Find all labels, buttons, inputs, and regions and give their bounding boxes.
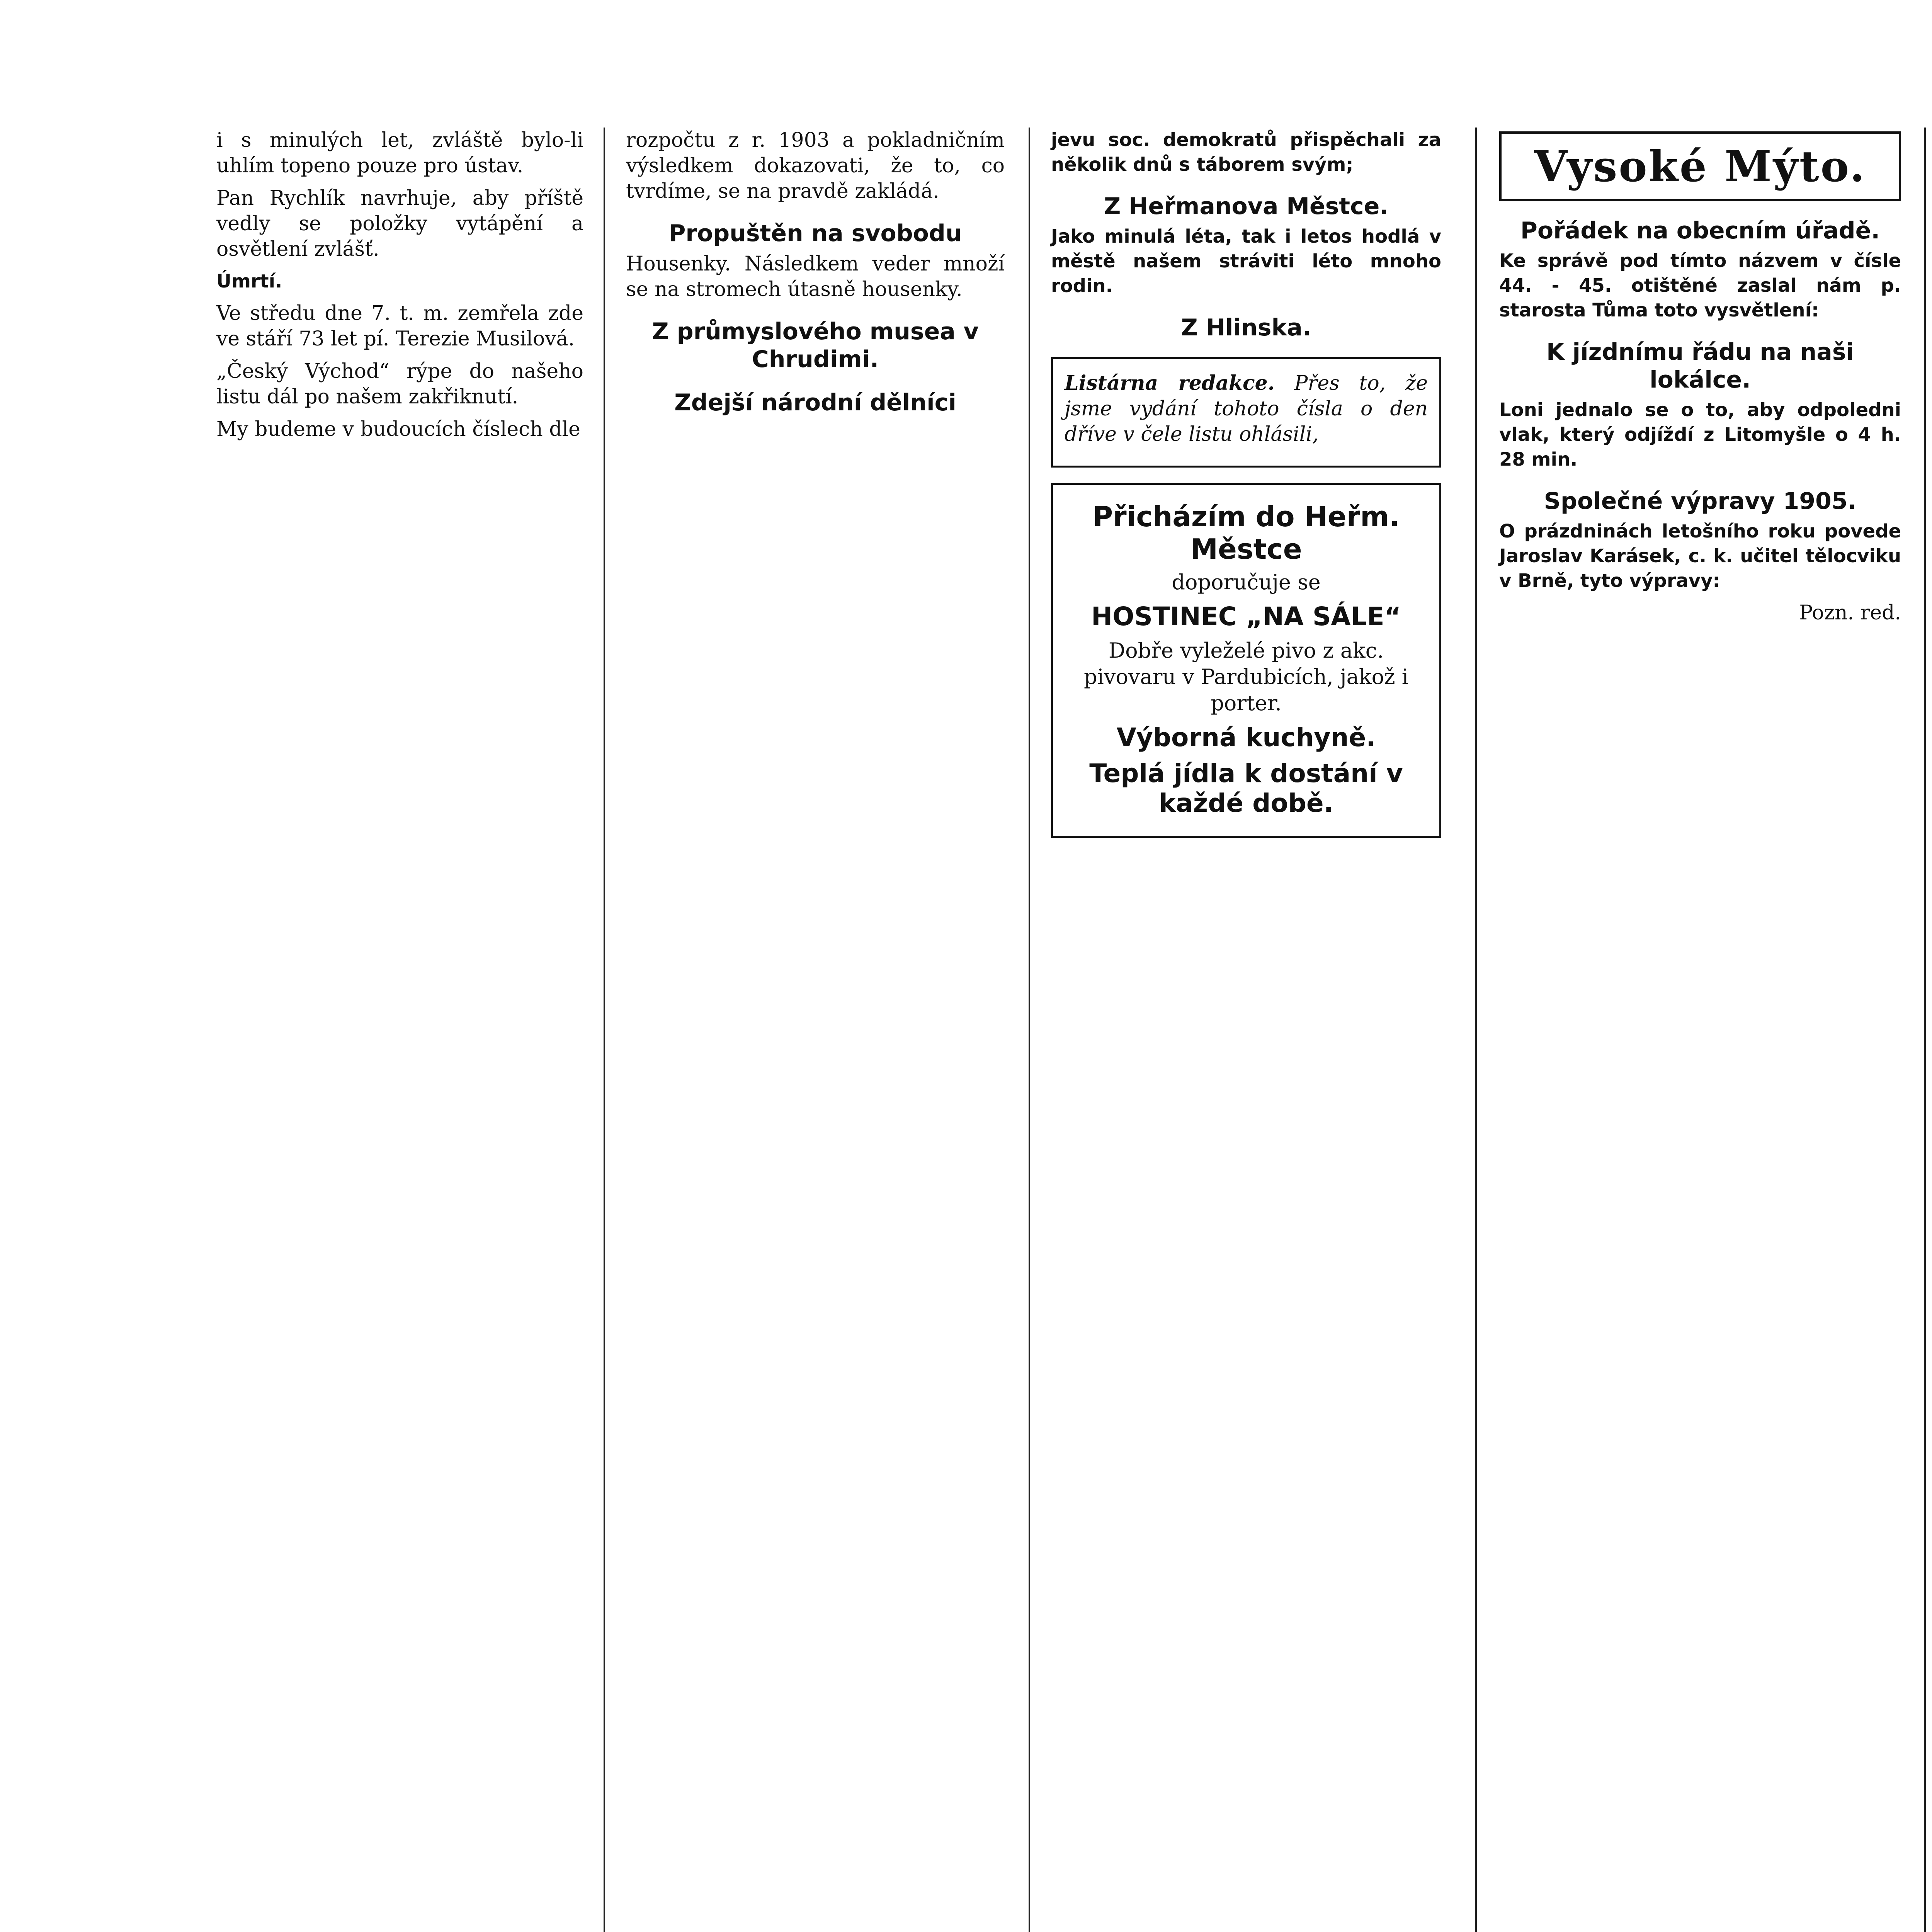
paragraph: O prázdninách letošního roku povede Jaroslav Karásek, c. k. učitel tělocviku v Brně, tyto výpravy: [1499, 520, 1901, 592]
paragraph: Pan Rychlík navrhuje, aby příště vedly se položky vytápění a osvětlení zvlášť. [216, 187, 583, 261]
paragraph: rozpočtu z r. 1903 a pokladničním výsledkem dokazovati, že to, co tvrdíme, se na pravdě zakládá. [626, 129, 1005, 203]
column-2 [611, 128, 1020, 1932]
paragraph: Ke správě pod tímto názvem v čísle 44. - 45. otištěné zaslal nám p. starosta Tůma toto vysvětlení: [1499, 250, 1901, 321]
ad-line: doporučuje se [1172, 570, 1321, 594]
heading-poradek: Pořádek na obecním úřadě. [1520, 217, 1880, 244]
paragraph: Jako minulá léta, tak i letos hodlá v městě našem stráviti léto mnoho rodin. [1051, 226, 1441, 297]
paragraph: Housenky. Následkem veder množí se na stromech útasně housenky. [626, 252, 1005, 301]
column-1 [201, 128, 599, 1932]
column-rule [604, 128, 605, 1932]
paragraph: My budeme v budoucích číslech dle [216, 418, 580, 441]
heading-umrti: Úmrtí. [216, 270, 282, 292]
paragraph: Ve středu dne 7. t. m. zemřela zde ve stáří 73 let pí. Terezie Musilová. [216, 302, 583, 350]
ad-title: Přicházím do Heřm. Městce [1092, 500, 1400, 565]
column-3 [1036, 128, 1457, 1932]
paragraph: jevu soc. demokratů přispěchali za několik dnů s táborem svým; [1051, 129, 1441, 175]
heading-hlinska: Z Hlinska. [1181, 314, 1311, 341]
ad-kitchen: Výborná kuchyně. [1116, 723, 1376, 752]
advertisement-box [1051, 483, 1441, 838]
ad-line: Dobře vyleželé pivo z akc. pivovaru v Pardubicích, jakož i porter. [1083, 638, 1408, 715]
listarna-title: Listárna redakce. [1065, 371, 1275, 395]
footnote-signature: Pozn. red. [1799, 601, 1901, 624]
column-4 [1484, 128, 1917, 1932]
column-rule [1475, 128, 1477, 1932]
heading-musea: Z průmyslového musea v Chrudimi. [652, 318, 979, 373]
heading-propusten: Propuštěn na svobodu [668, 220, 962, 247]
ad-meals: Teplá jídla k dostání v každé době. [1089, 759, 1403, 818]
column-rule [1924, 128, 1926, 1932]
paragraph: Loni jednalo se o to, aby odpoledni vlak, který odjíždí z Litomyšle o 4 h. 28 min. [1499, 399, 1901, 470]
column-rule [1029, 128, 1030, 1932]
section-masthead-vysoke-myto: Vysoké Mýto. [1499, 131, 1901, 201]
heading-vypravy: Společné výpravy 1905. [1544, 488, 1857, 515]
heading-hermanova: Z Heřmanova Městce. [1104, 193, 1389, 220]
paragraph: „Český Východ“ rýpe do našeho listu dál po našem zakřiknutí. [216, 360, 583, 408]
heading-jizdni-rad: K jízdnímu řádu na naši lokálce. [1546, 338, 1854, 393]
ad-hostinec-name: HOSTINEC „NA SÁLE“ [1091, 602, 1401, 631]
listarna-text: Přes to, že jsme vydání tohoto čísla o den dříve v čele listu ohlásili, [1065, 372, 1428, 446]
listarna-redakce-box [1051, 357, 1441, 468]
heading-delnici: Zdejší národní dělníci [674, 389, 956, 416]
paragraph: i s minulých let, zvláště bylo-li uhlím topeno pouze pro ústav. [216, 129, 583, 177]
